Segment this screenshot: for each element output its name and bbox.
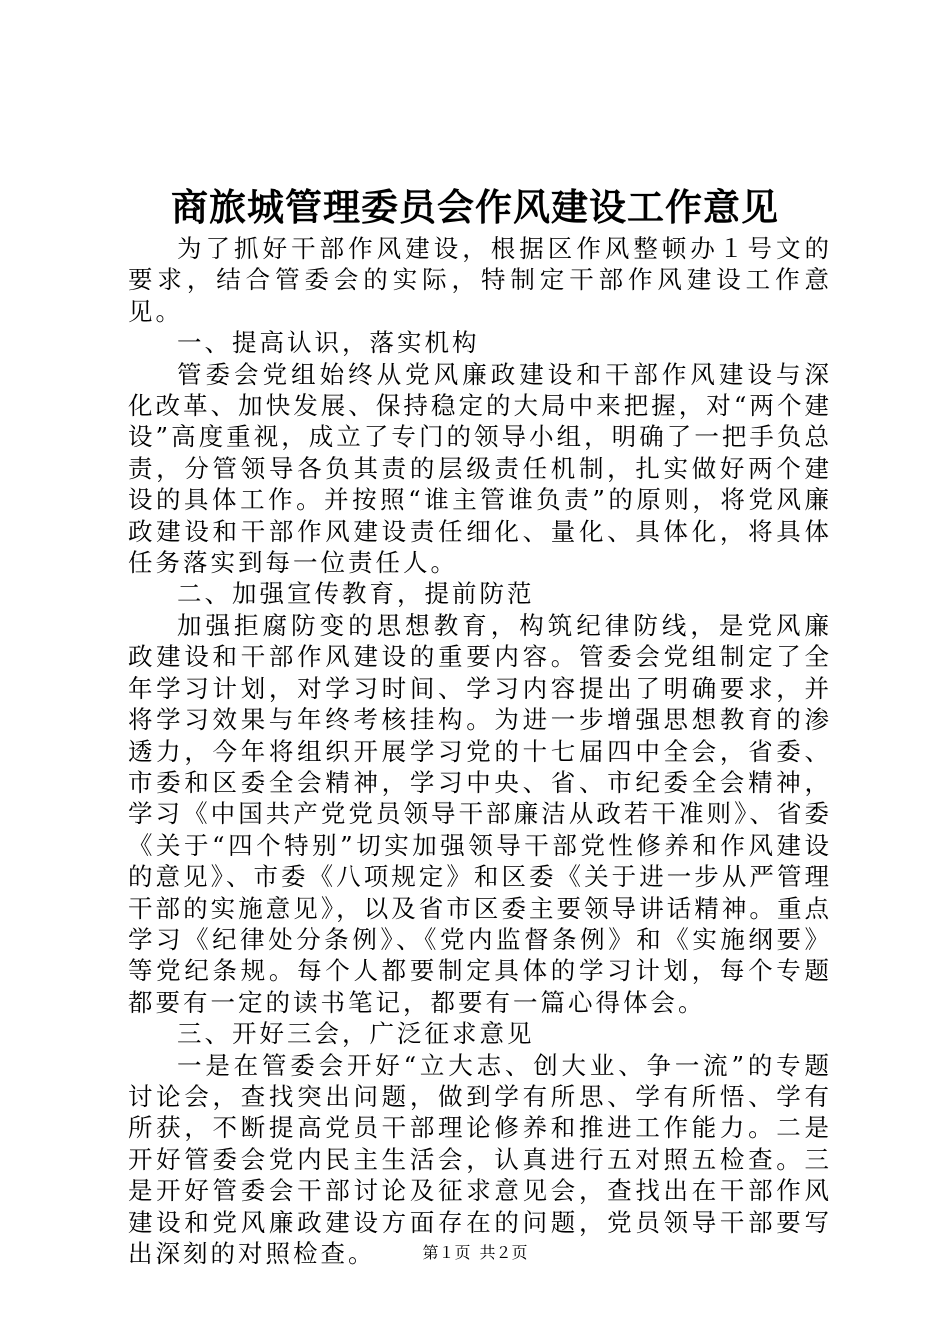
section-paragraph-1: 管委会党组始终从党风廉政建设和干部作风建设与深化改革、加快发展、保持稳定的大局中来把握，对“两个建设”高度重视，成立了专门的领导小组，明确了一把手负总责，分管领导各负其责的层级责任机制，扎实做好两个建设的具体工作。并按照“谁主管谁负责”的原则，将党风廉政建设和干部作风建设责任细化、量化、具体化，将具体任务落实到每一位责任人。 bbox=[128, 359, 832, 578]
section-paragraph-3: 一是在管委会开好“立大志、创大业、争一流”的专题讨论会，查找突出问题，做到学有所思、学有所悟、学有所获，不断提高党员干部理论修养和推进工作能力。二是开好管委会党内民主生活会，认真进行五对照五检查。三是开好管委会干部讨论及征求意见会，查找出在干部作风建设和党风廉政建设方面存在的问题，党员领导干部要写出深刻的对照检查。 bbox=[128, 1050, 832, 1268]
section-paragraph-2: 加强拒腐防变的思想教育，构筑纪律防线，是党风廉政建设和干部作风建设的重要内容。管委会党组制定了全年学习计划，对学习时间、学习内容提出了明确要求，并将学习效果与年终考核挂构。为进一步增强思想教育的渗透力，今年将组织开展学习党的十七届四中全会，省委、市委和区委全会精神，学习中央、省、市纪委全会精神，学习《中国共产党党员领导干部廉洁从政若干准则》、省委《关于“四个特别”切实加强领导干部党性修养和作风建设的意见》、市委《八项规定》和区委《关于进一步从严管理干部的实施意见》，以及省市区委主要领导讲话精神。重点学习《纪律处分条例》、《党内监督条例》和《实施纲要》等党纪条规。每个人都要制定具体的学习计划，每个专题都要有一定的读书笔记，都要有一篇心得体会。 bbox=[128, 610, 832, 1017]
page-number: 第１页 bbox=[422, 1243, 471, 1262]
intro-paragraph: 为了抓好干部作风建设，根据区作风整顿办１号文的要求，结合管委会的实际，特制定干部作风建设工作意见。 bbox=[128, 234, 832, 326]
section-heading-2: 二、加强宣传教育，提前防范 bbox=[177, 579, 535, 609]
section-heading-1: 一、提高认识，落实机构 bbox=[177, 328, 480, 358]
section-heading-3: 三、开好三会，广泛征求意见 bbox=[177, 1019, 535, 1049]
page-total: 共２页 bbox=[479, 1243, 528, 1262]
document-title: 商旅城管理委员会作风建设工作意见 bbox=[171, 186, 779, 229]
page-footer bbox=[0, 1241, 950, 1265]
document-body bbox=[128, 233, 832, 1269]
